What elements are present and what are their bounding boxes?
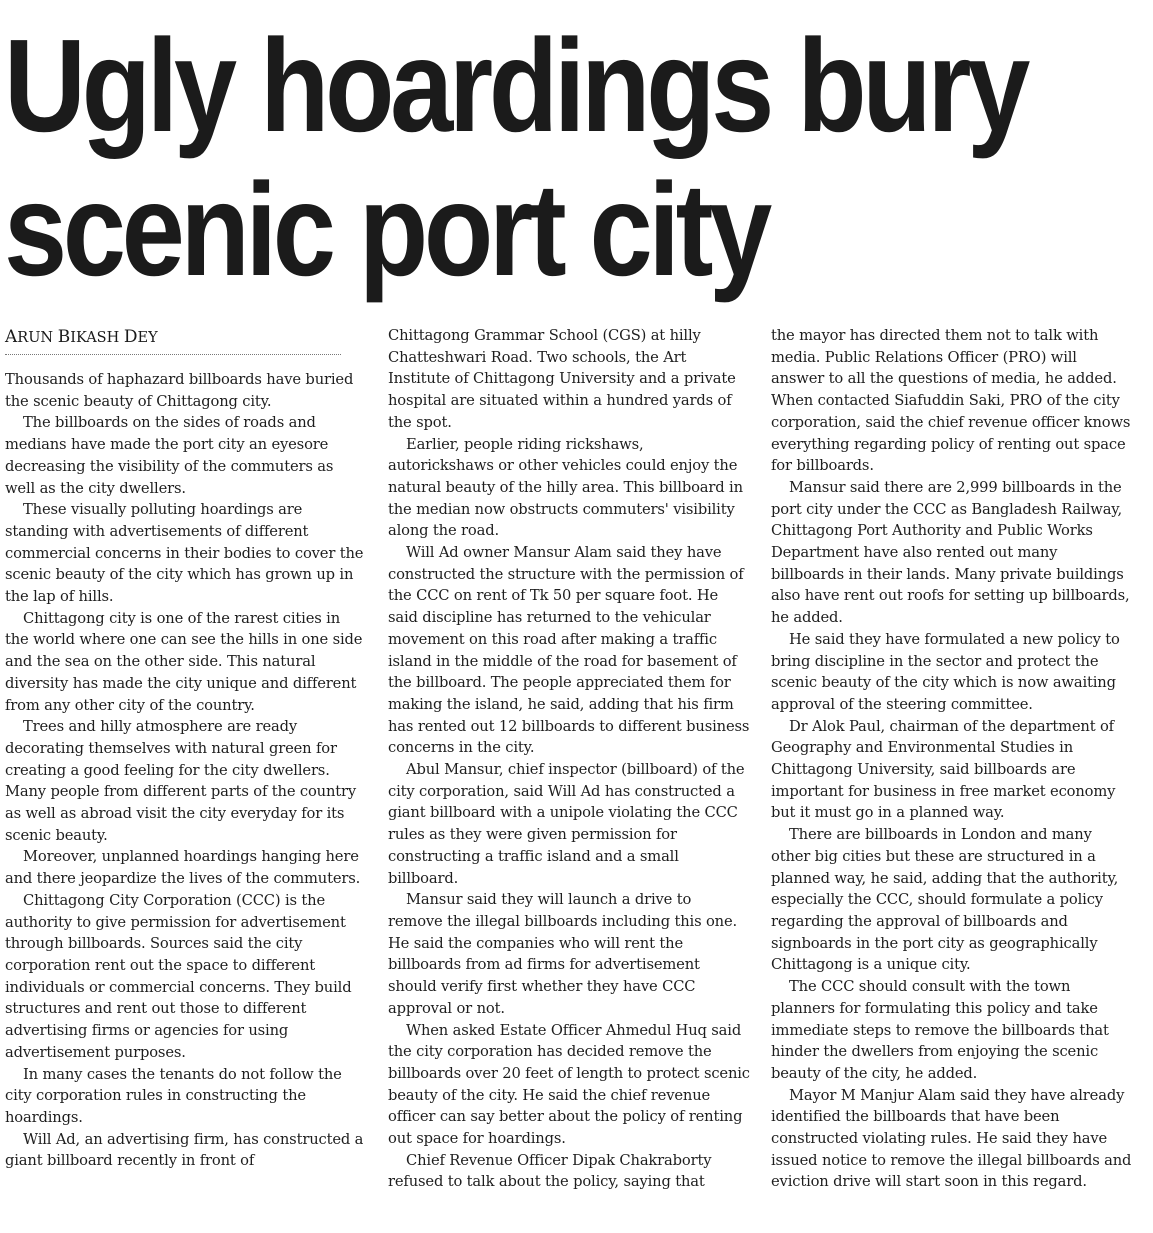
byline-initial: B: [57, 327, 71, 347]
paragraph: Dr Alok Paul, chairman of the department of Geography and Environmental Studies in Chittagong University, said billboards are important for business in free market economy but it must go in a planned way.: [771, 717, 1116, 822]
paragraph: The CCC should consult with the town planners for formulating this policy and take immediate steps to remove the billboards that hinder the dwellers from enjoying the scenic beauty of the city, he added.: [771, 978, 1109, 1082]
headline-line-2: scenic port city: [4, 156, 768, 303]
headline-line-1: Ugly hoardings bury: [4, 12, 1027, 159]
article-column-2: [388, 325, 750, 1193]
paragraph: Moreover, unplanned hoardings hanging here and there jeopardize the lives of the commuters.: [5, 848, 361, 888]
paragraph: Mansur said there are 2,999 billboards in the port city under the CCC as Bangladesh Railway, Chittagong Port Authority and Public Works Department have also rented out many billboards in their lands. Many private buildings also have rent out roofs for setting up billboards, he added.: [771, 478, 1130, 627]
paragraph-continued: the mayor has directed them not to talk with media. Public Relations Officer (PRO) will answer to all the questions of media, he added. When contacted Siafuddin Saki, PRO of the city corporation, said the chief revenue officer knows everything regarding policy of renting out space for billboards.: [771, 327, 1131, 475]
paragraph: The billboards on the sides of roads and medians have made the port city an eyesore decreasing the visibility of the commuters as well as the city dwellers.: [5, 414, 334, 497]
paragraph: Will Ad, an advertising firm, has constructed a giant billboard recently in front of: [5, 1130, 364, 1170]
paragraph: He said they have formulated a new policy to bring discipline in the sector and protect the scenic beauty of the city which is now awaiting approval of the steering committee.: [771, 630, 1120, 713]
paragraph-continued: Chittagong Grammar School (CGS) at hilly Chatteshwari Road. Two schools, the Art Institute of Chittagong University and a private hospital are situated within a hundred yards of the spot.: [388, 327, 736, 431]
article-column-1: [5, 369, 367, 1172]
byline-initial: D: [123, 327, 138, 347]
paragraph: Mayor M Manjur Alam said they have already identified the billboards that have been constructed violating rules. He said they have issued notice to remove the illegal billboards and eviction drive will start soon in this regard.: [771, 1086, 1132, 1191]
byline-small-caps: RUN: [17, 330, 54, 346]
byline-initial: A: [5, 327, 18, 347]
paragraph: Abul Mansur, chief inspector (billboard) of the city corporation, said Will Ad has constructed a giant billboard with a unipole violating the CCC rules as they were given permission for constructing a traffic island and a small billboard.: [388, 761, 745, 887]
headline: [4, 12, 1027, 303]
byline-small-caps: EY: [137, 330, 158, 346]
article-column-3: [771, 325, 1133, 1193]
paragraph: Chief Revenue Officer Dipak Chakraborty refused to talk about the policy, saying that: [388, 1151, 712, 1191]
paragraph: There are billboards in London and many other big cities but these are structured in a planned way, he said, adding that the authority, especially the CCC, should formulate a policy regarding the approval of billboards and signboards in the port city as geographically Chittagong is a unique city.: [771, 826, 1119, 974]
byline: [5, 326, 341, 355]
paragraph: Earlier, people riding rickshaws, autorickshaws or other vehicles could enjoy the natural beauty of the hilly area. This billboard in the median now obstructs commuters' visibility along the road.: [388, 435, 743, 540]
paragraph: Chittagong city is one of the rarest cities in the world where one can see the hills in one side and the sea on the other side. This natural diversity has made the city unique and different from any other city of the country.: [5, 609, 363, 714]
paragraph: Chittagong City Corporation (CCC) is the authority to give permission for advertisement through billboards. Sources said the city corporation rent out the space to different individuals or commercial concerns. They build structures and rent out those to different advertising firms or agencies for using advertisement purposes.: [5, 891, 352, 1061]
paragraph: In many cases the tenants do not follow the city corporation rules in constructing the hoardings.: [5, 1065, 342, 1126]
byline-small-caps: IKASH: [70, 330, 120, 346]
paragraph: Thousands of haphazard billboards have buried the scenic beauty of Chittagong city.: [5, 371, 354, 410]
paragraph: These visually polluting hoardings are standing with advertisements of different commercial concerns in their bodies to cover the scenic beauty of the city which has grown up in the lap of hills.: [5, 501, 364, 606]
paragraph: Trees and hilly atmosphere are ready decorating themselves with natural green for creating a good feeling for the city dwellers. Many people from different parts of the country as well as abroad visit the city everyday for its scenic beauty.: [5, 718, 357, 844]
paragraph: Will Ad owner Mansur Alam said they have constructed the structure with the permission of the CCC on rent of Tk 50 per square foot. He said discipline has returned to the vehicular movement on this road after making a traffic island in the middle of the road for basement of the billboard. The people appreciated them for making the island, he said, adding that his firm has rented out 12 billboards to different business concerns in the city.: [388, 544, 750, 757]
paragraph: When asked Estate Officer Ahmedul Huq said the city corporation has decided remove the billboards over 20 feet of length to protect scenic beauty of the city. He said the chief revenue officer can say better about the policy of renting out space for hoardings.: [388, 1021, 750, 1148]
paragraph: Mansur said they will launch a drive to remove the illegal billboards including this one. He said the companies who will rent the billboards from ad firms for advertisement should verify first whether they have CCC approval or not.: [388, 891, 738, 1017]
